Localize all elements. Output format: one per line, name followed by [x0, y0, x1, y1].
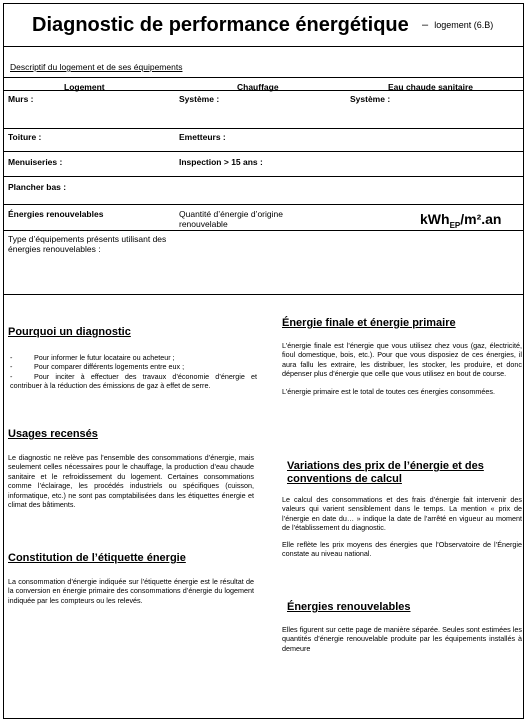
- table-rule: [4, 128, 523, 129]
- pourquoi-bullets: [10, 353, 257, 391]
- title-dash: –: [422, 19, 429, 31]
- table-rule: [4, 176, 523, 177]
- quantite-label: Quantité d’énergie d’origine renouvelable: [179, 209, 283, 229]
- kwh-unit-tail: /m².an: [460, 211, 502, 227]
- table-rule: [4, 151, 523, 152]
- usages-heading: Usages recensés: [8, 428, 98, 440]
- pourquoi-heading: Pourquoi un diagnostic: [8, 326, 131, 338]
- dpe-page: [3, 3, 524, 719]
- constitution-heading: Constitution de l’étiquette énergie: [8, 552, 186, 564]
- menuiseries-label: Menuiseries :: [8, 157, 63, 167]
- kwh-unit-main: kWh: [420, 211, 450, 227]
- page-title: Diagnostic de performance énergétique: [32, 14, 409, 36]
- renouvelables-text: Elles figurent sur cette page de manière séparée. Seules sont estimées les quantités d’énergie renouvelable produite par les équipements installés à demeure: [282, 625, 522, 653]
- kwh-unit-sub: EP: [449, 220, 461, 230]
- kwh-unit: [420, 211, 501, 230]
- column-header-logement: Logement: [64, 82, 105, 92]
- chauffage-systeme-label: Système :: [179, 94, 220, 104]
- table-rule: [4, 204, 523, 205]
- usages-text: Le diagnostic ne relève pas l’ensemble des consommations d’énergie, mais seulement celles nécessaires pour le chauffage, la production d’eau chaude sanitaire et le refroidissement du logement. Certaines consommations comme l’éclairage, les procédés industriels ou spécifiques (cuisson, informatique, etc.) ne sont pas comptabilisées dans les étiquettes énergie et climat des bâtiments.: [8, 453, 254, 510]
- inspection-label: Inspection > 15 ans :: [179, 157, 263, 167]
- table-rule: [4, 230, 523, 231]
- ecs-systeme-label: Système :: [350, 94, 391, 104]
- renouvelables-heading: Énergies renouvelables: [287, 601, 411, 613]
- page-subtitle: [422, 19, 493, 31]
- murs-label: Murs :: [8, 94, 34, 104]
- finale-text: L’énergie finale est l’énergie que vous utilisez chez vous (gaz, électricité, fioul domestique, bois, etc.). Pour que vous disposiez de ces énergies, il aura fallu les extraire, les distribuer, les stocker, les produire, et donc dépenser plus d’énergie que celle que vous utilisez en bout de course. L’énergie primaire est le total de toutes ces énergies consommées.: [282, 341, 522, 396]
- finale-heading: Énergie finale et énergie primaire: [282, 317, 456, 329]
- variations-heading-2: conventions de calcul: [287, 473, 402, 485]
- column-header-ecs: Eau chaude sanitaire: [388, 82, 474, 92]
- descriptif-title: Descriptif du logement et de ses équipements: [10, 62, 183, 72]
- table-rule: [4, 77, 523, 78]
- plancher-label: Plancher bas :: [8, 182, 67, 192]
- constitution-text: La consommation d’énergie indiquée sur l’étiquette énergie est le résultat de la conversion en énergie primaire des consommations d’énergie du logement indiquée par les compteurs ou les relevés.: [8, 577, 254, 605]
- emetteurs-label: Emetteurs :: [179, 132, 226, 142]
- title-bar: [4, 4, 523, 47]
- column-header-chauffage: Chauffage: [237, 82, 279, 92]
- list-item: - Pour comparer différents logements entre eux ;: [10, 362, 185, 372]
- variations-text: Le calcul des consommations et des frais d’énergie fait intervenir des valeurs qui varient sensiblement dans le temps. La mention « prix de l’énergie en date du… » indique la date de l’arrêté en vigueur au moment de l’établissement du diagnostic. Elle reflète les prix moyens des énergies que l’Observatoire de l’Énergie constate au niveau national.: [282, 495, 522, 559]
- toiture-label: Toiture :: [8, 132, 42, 142]
- list-item: - Pour inciter à effectuer des travaux d’économie d’énergie et contribuer à la réduction des émissions de gaz à effet de serre.: [10, 371, 257, 391]
- variations-heading-1: Variations des prix de l’énergie et des: [287, 460, 484, 472]
- type-equipements-label: Type d’équipements présents utilisant des énergies renouvelables :: [8, 234, 167, 254]
- list-item: - Pour informer le futur locataire ou acheteur ;: [10, 353, 175, 362]
- table-rule: [4, 294, 523, 295]
- title-subtitle: logement (6.B): [434, 20, 494, 30]
- energies-renouvelables-label: Énergies renouvelables: [8, 209, 104, 219]
